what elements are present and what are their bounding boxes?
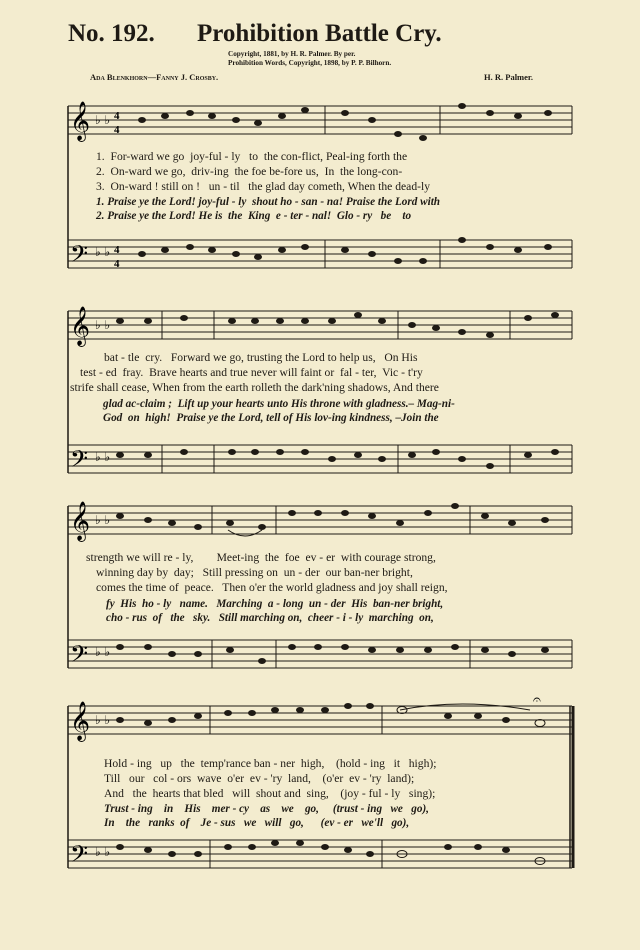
refrain-line: Trust - ing in His mer - cy as we go, (trust - ing we go), [104, 803, 429, 815]
copyright-line-2: Prohibition Words, Copyright, 1898, by P. P. Bilhorn. [228, 59, 392, 67]
hymn-number: No. 192. [68, 20, 155, 47]
svg-text:𝄢: 𝄢 [70, 445, 89, 478]
svg-text:𝄞: 𝄞 [70, 101, 91, 141]
svg-text:♭ ♭: ♭ ♭ [95, 845, 111, 859]
svg-text:♭ ♭: ♭ ♭ [95, 645, 111, 659]
verse-line: Hold - ing up the temp'rance ban - ner high, (hold - ing it high); [104, 757, 437, 770]
verse-line: 2. On-ward we go, driv-ing the foe be-fore us, In the long-con- [96, 165, 403, 178]
refrain-line: God on high! Praise ye the Lord, tell of His lov-ing kindness, –Join the [103, 412, 439, 424]
verse-line: bat - tle cry. Forward we go, trusting the Lord to help us, On His [104, 351, 418, 364]
svg-text:♭ ♭: ♭ ♭ [95, 318, 111, 332]
svg-text:4: 4 [114, 244, 120, 256]
svg-text:♭ ♭: ♭ ♭ [95, 450, 111, 464]
refrain-line: fy His ho - ly name. Marching a - long un - der His ban-ner bright, [106, 598, 444, 610]
verse-line: test - ed fray. Brave hearts and true never will faint or fal - ter, Vic - t'ry [80, 366, 423, 379]
svg-text:♭ ♭: ♭ ♭ [95, 113, 111, 127]
refrain-line: 2. Praise ye the Lord! He is the King e - ter - nal! Glo - ry be to [96, 210, 412, 222]
svg-text:4: 4 [114, 110, 120, 122]
svg-text:𝄞: 𝄞 [70, 501, 91, 541]
verse-line: strife shall cease, When from the earth rolleth the dark'ning shadows, And there [70, 381, 439, 394]
svg-text:𝄢: 𝄢 [70, 640, 89, 673]
hymn-title: Prohibition Battle Cry. [197, 20, 442, 47]
svg-text:𝄞: 𝄞 [70, 306, 91, 346]
svg-text:♭ ♭: ♭ ♭ [95, 713, 111, 727]
verse-line: comes the time of peace. Then o'er the world gladness and joy shall reign, [96, 581, 448, 594]
svg-text:𝄐: 𝄐 [533, 693, 541, 708]
words-credit: Ada Blenkhorn—Fanny J. Crosby. [90, 72, 219, 82]
refrain-line: glad ac-claim ; Lift up your hearts unto His throne with gladness.– Mag-ni- [103, 398, 455, 410]
refrain-line: cho - rus of the sky. Still marching on, cheer - i - ly marching on, [106, 612, 434, 624]
verse-line: 1. For-ward we go joy-ful - ly to the con-flict, Peal-ing forth the [96, 150, 408, 163]
svg-text:4: 4 [114, 124, 120, 136]
verse-line: 3. On-ward ! still on ! un - til the glad day cometh, When the dead-ly [96, 180, 430, 193]
music-system-2 [0, 295, 640, 495]
verse-line: strength we will re - ly, Meet-ing the foe ev - er with courage strong, [86, 551, 436, 564]
svg-text:4: 4 [114, 258, 120, 270]
refrain-line: 1. Praise ye the Lord! joy-ful - ly shout ho - san - na! Praise the Lord with [96, 196, 441, 208]
svg-text:♭ ♭: ♭ ♭ [95, 245, 111, 259]
verse-line: Till our col - ors wave o'er ev - 'ry land, (o'er ev - 'ry land); [104, 772, 415, 785]
copyright-line-1: Copyright, 1881, by H. R. Palmer. By per. [228, 50, 356, 58]
svg-text:𝄢: 𝄢 [70, 240, 89, 273]
music-system-1 [0, 90, 640, 300]
verse-line: winning day by day; Still pressing on un - der our ban-ner bright, [96, 566, 413, 579]
svg-text:𝄞: 𝄞 [70, 701, 91, 741]
svg-text:𝄢: 𝄢 [70, 840, 89, 873]
svg-text:♭ ♭: ♭ ♭ [95, 513, 111, 527]
verse-line: And the hearts that bled will shout and sing, (joy - ful - ly sing); [104, 787, 436, 800]
music-credit: H. R. Palmer. [484, 72, 534, 82]
refrain-line: In the ranks of Je - sus we will go, (ev - er we'll go), [104, 817, 410, 829]
